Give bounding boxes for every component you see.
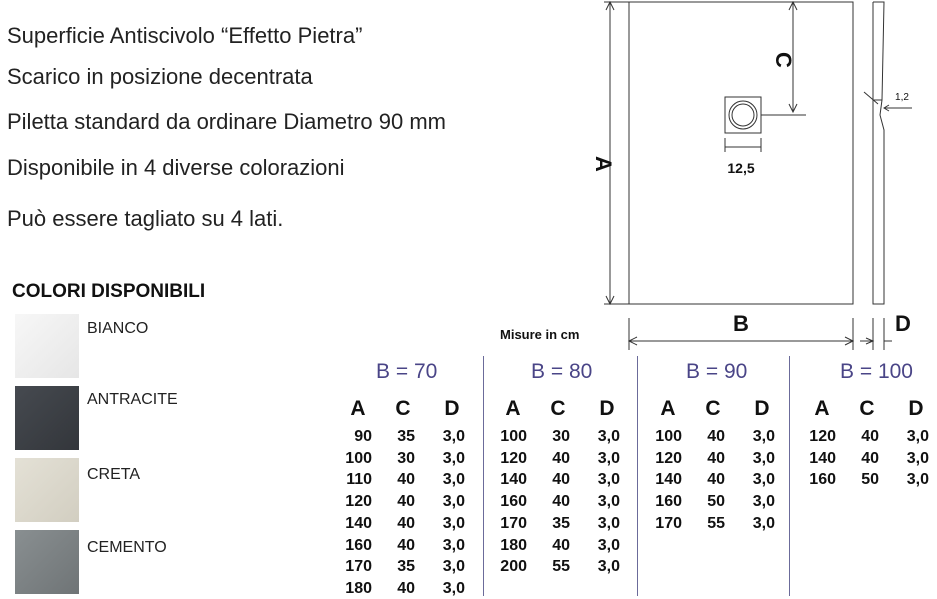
cell-a: 90 <box>354 428 372 445</box>
cell-c: 30 <box>552 428 570 445</box>
swatch-cemento-texture <box>15 530 79 594</box>
cell-d: 3,0 <box>442 449 465 467</box>
cell-c: 40 <box>552 493 570 511</box>
cell-c: 50 <box>861 471 879 489</box>
cell-a: 160 <box>809 471 836 489</box>
col-head-c: C <box>859 397 875 420</box>
swatch-antracite <box>15 386 79 450</box>
cell-d: 3,0 <box>597 558 620 576</box>
cell-a: 140 <box>655 471 682 489</box>
col-head-c: C <box>395 397 411 420</box>
cell-c: 40 <box>707 449 725 467</box>
cell-c: 40 <box>861 449 879 467</box>
col-head-c: C <box>705 397 721 420</box>
cell-c: 55 <box>552 558 570 576</box>
dim-label-b: B <box>733 311 749 336</box>
feature-line-3: Piletta standard da ordinare Diametro 90 mm <box>7 109 446 134</box>
cell-c: 40 <box>552 449 570 467</box>
feature-line-5: Può essere tagliato su 4 lati. <box>7 206 284 231</box>
cell-a: 100 <box>655 428 682 445</box>
cell-a: 200 <box>500 558 527 576</box>
cell-d: 3,0 <box>597 471 620 489</box>
drain-square <box>725 97 761 133</box>
cell-c: 50 <box>707 493 725 511</box>
cell-a: 170 <box>500 514 527 532</box>
cell-c: 35 <box>397 558 415 576</box>
cell-a: 180 <box>345 579 372 597</box>
color-label-cemento: CEMENTO <box>87 539 167 556</box>
col-head-d: D <box>908 397 924 420</box>
cell-d: 3,0 <box>597 514 620 532</box>
cell-d: 3,0 <box>442 536 465 554</box>
cell-c: 40 <box>707 471 725 489</box>
cell-d: 3,0 <box>442 514 465 532</box>
table-title: B = 70 <box>376 360 438 383</box>
cell-a: 140 <box>809 449 836 467</box>
table-title: B = 90 <box>686 360 748 383</box>
cell-d: 3,0 <box>906 428 929 445</box>
thickness-label: 1,2 <box>895 92 909 103</box>
table-title: B = 100 <box>840 360 913 383</box>
cell-d: 3,0 <box>752 471 775 489</box>
color-label-creta: CRETA <box>87 466 141 483</box>
dim-label-d: D <box>895 311 911 336</box>
drain-size-label: 12,5 <box>727 160 755 176</box>
col-head-d: D <box>754 397 770 420</box>
cell-c: 40 <box>397 471 415 489</box>
cell-d: 3,0 <box>442 471 465 489</box>
cell-a: 110 <box>346 471 372 489</box>
cell-a: 170 <box>655 514 682 532</box>
dim-label-c: C <box>771 52 796 68</box>
cell-c: 55 <box>707 514 725 532</box>
feature-line-4: Disponibile in 4 diverse colorazioni <box>7 155 345 180</box>
cell-a: 120 <box>500 449 527 467</box>
col-head-a: A <box>814 397 830 420</box>
cell-c: 35 <box>552 514 570 532</box>
cell-d: 3,0 <box>906 449 929 467</box>
cell-c: 40 <box>397 493 415 511</box>
cell-a: 160 <box>655 493 682 511</box>
cell-d: 3,0 <box>442 579 465 597</box>
cell-a: 160 <box>500 493 527 511</box>
swatch-creta-texture <box>15 458 79 522</box>
cell-a: 140 <box>500 471 527 489</box>
cell-a: 120 <box>345 493 372 511</box>
table-title: B = 80 <box>531 360 593 383</box>
table-separator-2 <box>637 356 638 596</box>
cell-d: 3,0 <box>442 558 465 576</box>
cell-c: 35 <box>397 428 415 445</box>
cell-c: 40 <box>861 428 879 445</box>
table-separator-3 <box>789 356 790 596</box>
table-separator-1 <box>483 356 484 596</box>
color-label-bianco: BIANCO <box>87 320 149 337</box>
cell-d: 3,0 <box>752 514 775 532</box>
col-head-d: D <box>599 397 615 420</box>
cell-c: 40 <box>397 536 415 554</box>
cell-c: 30 <box>397 449 415 467</box>
col-head-a: A <box>660 397 676 420</box>
cell-a: 100 <box>500 428 527 445</box>
cell-d: 3,0 <box>752 428 775 445</box>
cell-a: 120 <box>809 428 836 445</box>
col-head-a: A <box>505 397 521 420</box>
swatch-cemento <box>15 530 79 594</box>
col-head-d: D <box>444 397 460 420</box>
tray-outline <box>629 2 853 304</box>
units-label: Misure in cm <box>500 327 580 342</box>
cell-a: 140 <box>345 514 372 532</box>
cell-a: 170 <box>345 558 372 576</box>
cell-d: 3,0 <box>906 471 929 489</box>
cell-a: 120 <box>655 449 682 467</box>
dim-label-a: A <box>591 156 616 172</box>
cell-c: 40 <box>707 428 725 445</box>
col-head-c: C <box>550 397 566 420</box>
cell-a: 100 <box>345 449 372 467</box>
colors-title: COLORI DISPONIBILI <box>12 281 206 302</box>
cell-d: 3,0 <box>752 449 775 467</box>
side-profile <box>873 2 884 304</box>
col-head-a: A <box>350 397 366 420</box>
cell-c: 40 <box>397 514 415 532</box>
cell-d: 3,0 <box>442 428 465 445</box>
cell-a: 160 <box>345 536 372 554</box>
cell-d: 3,0 <box>597 536 620 554</box>
cell-c: 40 <box>552 536 570 554</box>
cell-c: 40 <box>552 471 570 489</box>
cell-a: 180 <box>500 536 527 554</box>
swatch-antracite-texture <box>15 386 79 450</box>
color-label-antracite: ANTRACITE <box>87 391 178 408</box>
swatch-creta <box>15 458 79 522</box>
cell-d: 3,0 <box>597 449 620 467</box>
feature-line-2: Scarico in posizione decentrata <box>7 64 313 89</box>
cell-d: 3,0 <box>597 493 620 511</box>
cell-d: 3,0 <box>597 428 620 445</box>
feature-line-1: Superficie Antiscivolo “Effetto Pietra” <box>7 23 363 48</box>
cell-c: 40 <box>397 579 415 597</box>
cell-d: 3,0 <box>442 493 465 511</box>
cell-d: 3,0 <box>752 493 775 511</box>
